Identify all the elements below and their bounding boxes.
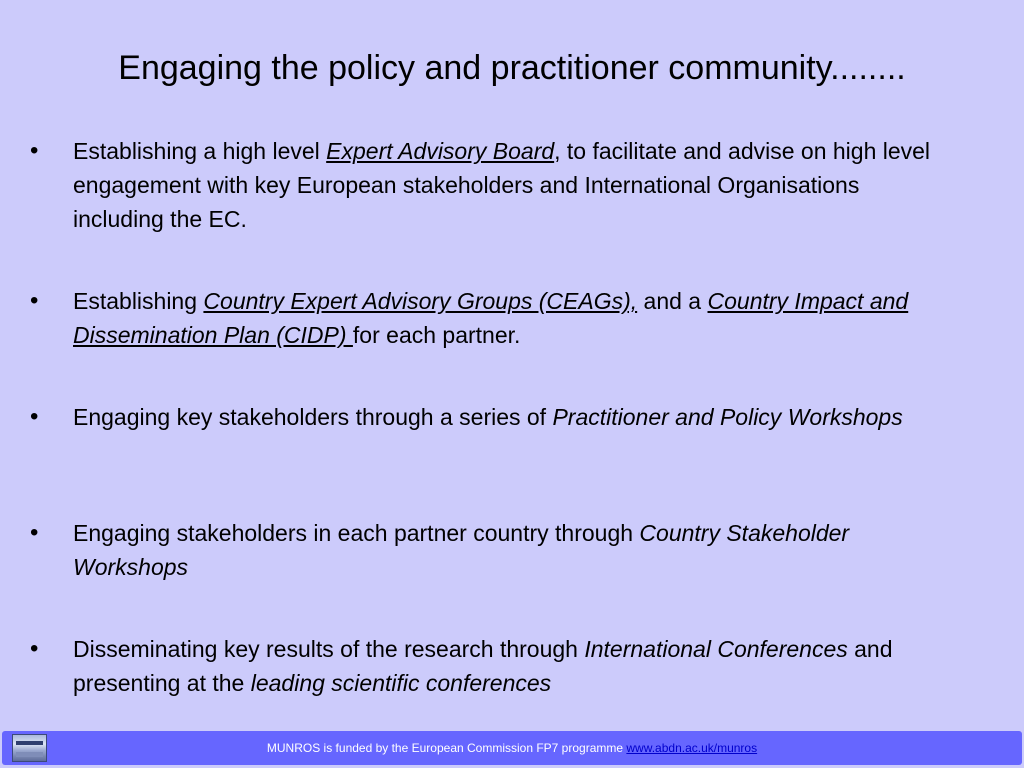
bullet-text-segment: and presenting at the bbox=[73, 636, 893, 696]
bullet-text-segment: for each partner. bbox=[352, 322, 521, 348]
bullet-marker: • bbox=[30, 137, 39, 164]
bullet-text-segment: Establishing a high level bbox=[73, 138, 327, 164]
funding-statement: MUNROS is funded by the European Commission FP7 programme bbox=[266, 741, 627, 755]
bullet-text-segment: , to facilitate and advise on high level engagement with key European stakeholders and International Organisations including the EC. bbox=[73, 138, 931, 232]
bullet-text bbox=[73, 134, 953, 236]
bullet-text-segment: Engaging stakeholders in each partner country through bbox=[73, 520, 640, 546]
country-stakeholder-workshops-term: Country Stakeholder Workshops bbox=[73, 520, 850, 580]
international-conferences-term: International Conferences bbox=[584, 636, 848, 662]
munros-website-link[interactable]: www.abdn.ac.uk/munros bbox=[626, 741, 758, 755]
bullet-text-segment: Establishing bbox=[73, 288, 204, 314]
footer-bar bbox=[2, 731, 1022, 765]
bullet-marker: • bbox=[30, 403, 39, 430]
bullet-text-segment: Disseminating key results of the research through bbox=[73, 636, 585, 662]
practitioner-policy-workshops-term: Practitioner and Policy Workshops bbox=[552, 404, 903, 430]
bullet-marker: • bbox=[30, 635, 39, 662]
bullet-text bbox=[73, 516, 953, 584]
bullet-text bbox=[73, 400, 953, 434]
bullet-text bbox=[73, 632, 953, 700]
cidp-term: Country Impact and Dissemination Plan (CIDP) bbox=[73, 288, 909, 348]
expert-advisory-board-term: Expert Advisory Board bbox=[326, 138, 555, 164]
ceags-term: Country Expert Advisory Groups (CEAGs), bbox=[203, 288, 638, 314]
footer-text bbox=[2, 731, 1022, 765]
slide-title: Engaging the policy and practitioner community........ bbox=[118, 49, 906, 87]
bullet-marker: • bbox=[30, 287, 39, 314]
bullet-marker: • bbox=[30, 519, 39, 546]
leading-scientific-conferences-term: leading scientific conferences bbox=[250, 670, 552, 696]
bullet-text-segment: Engaging key stakeholders through a series of bbox=[73, 404, 553, 430]
bullet-text-segment: and a bbox=[637, 288, 708, 314]
bullet-text bbox=[73, 284, 953, 352]
